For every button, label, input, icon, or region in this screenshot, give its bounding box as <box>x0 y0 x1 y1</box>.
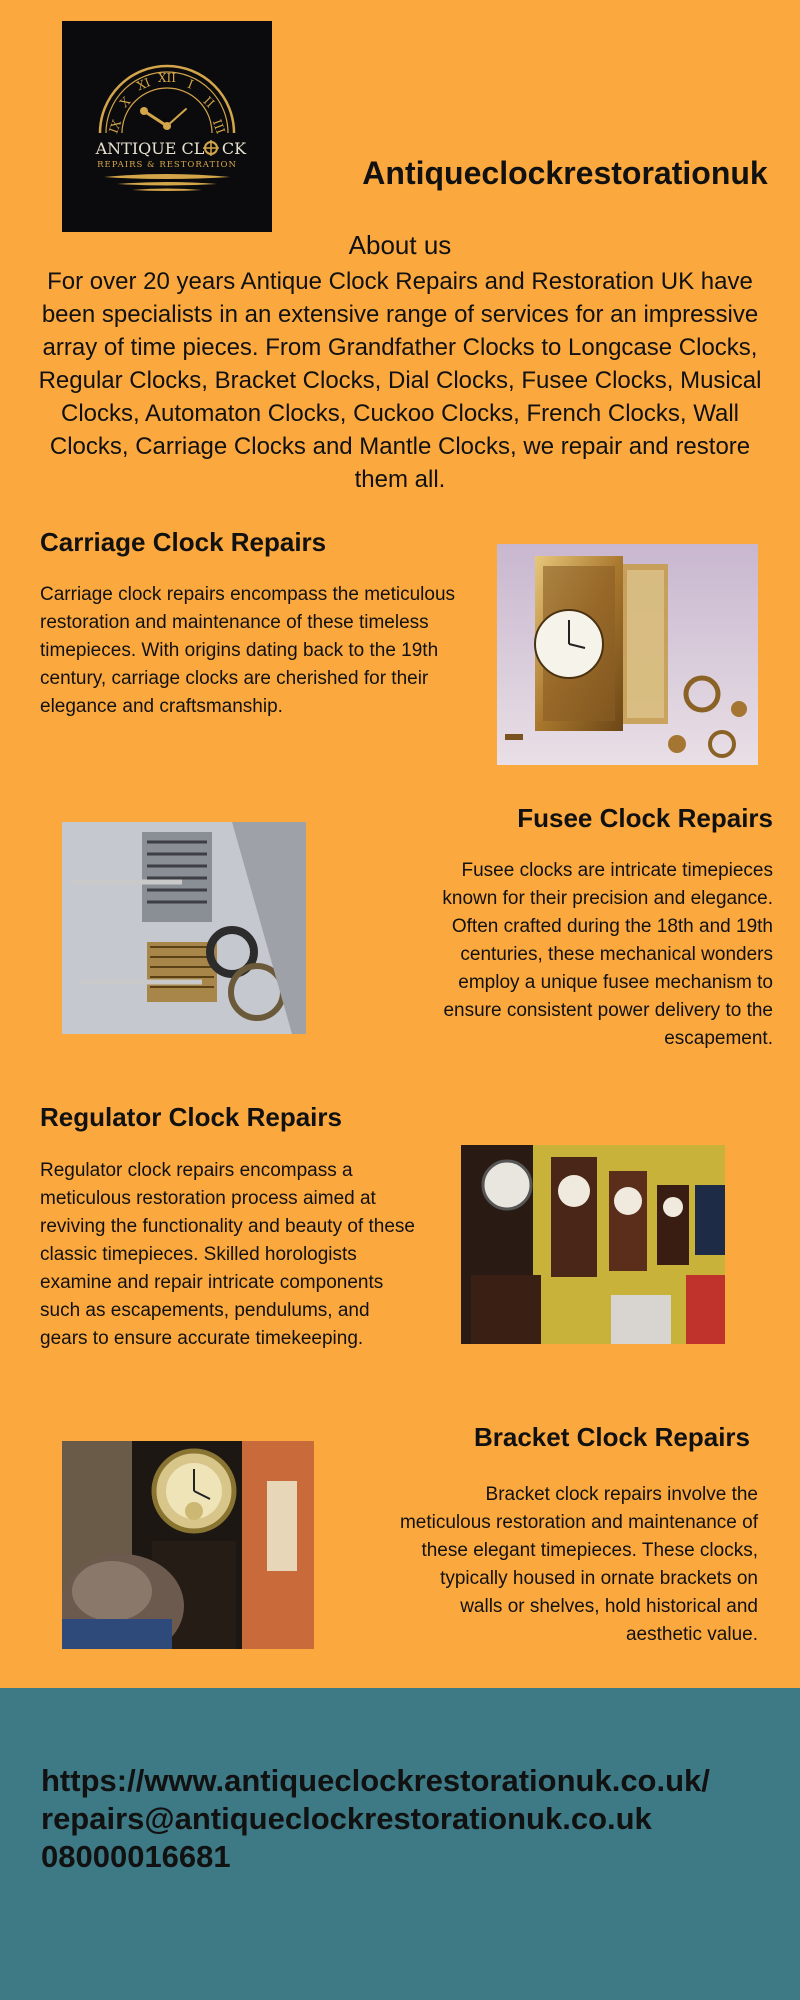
contact-footer <box>0 1688 800 2000</box>
carriage-clock-photo <box>497 544 758 765</box>
svg-text:X: X <box>117 94 134 111</box>
fusee-section-title: Fusee Clock Repairs <box>517 803 773 833</box>
svg-text:ANTIQUE CL: ANTIQUE CL <box>95 139 205 158</box>
regulator-section-text: Regulator clock repairs encompass a meticulous restoration process aimed at reviving the functionality and beauty of these classic timepieces. Skilled horologists examine and repair intricate components such as escapements, pendulums, and gears to ensure accurate timekeeping. <box>40 1160 415 1349</box>
carriage-section-text: Carriage clock repairs encompass the meticulous restoration and maintenance of these timeless timepieces. With origins dating back to the 19th century, carriage clocks are cherished for their elegance and craftsmanship. <box>40 584 456 717</box>
svg-text:IX: IX <box>106 117 125 136</box>
svg-text:III: III <box>209 117 228 136</box>
fusee-clock-photo <box>62 822 306 1034</box>
fusee-section-text: Fusee clocks are intricate timepieces known for their precision and elegance. Often crafted during the 18th and 19th centuries, these mechanical wonders employ a unique fusee mechanism to ensure consistent power delivery to the escapement. <box>442 860 773 1049</box>
bracket-section-text: Bracket clock repairs involve the meticulous restoration and maintenance of these elegant timepieces. These clocks, typically housed in ornate brackets on walls or shelves, hold historical and aesthetic value. <box>399 1484 758 1645</box>
svg-text:II: II <box>200 93 218 111</box>
svg-text:XII: XII <box>157 71 177 85</box>
clock-logo-icon <box>62 21 272 232</box>
phone-number[interactable]: 08000016681 <box>41 1839 231 1874</box>
regulator-clocks-photo <box>461 1145 725 1344</box>
svg-text:XI: XI <box>134 75 153 94</box>
bracket-section-title: Bracket Clock Repairs <box>473 1422 750 1452</box>
svg-text:I: I <box>185 76 196 92</box>
carriage-section-title: Carriage Clock Repairs <box>40 527 327 557</box>
regulator-section-title: Regulator Clock Repairs <box>40 1102 342 1132</box>
about-heading: About us <box>348 230 452 260</box>
svg-text:CK: CK <box>221 139 247 158</box>
website-link[interactable]: https://www.antiqueclockrestorationuk.co.uk/ <box>41 1763 710 1798</box>
brand-logo <box>62 21 272 232</box>
email-link[interactable]: repairs@antiqueclockrestorationuk.co.uk <box>41 1801 652 1836</box>
bracket-clock-photo <box>62 1441 314 1649</box>
about-text: For over 20 years Antique Clock Repairs and Restoration UK have been specialists in an extensive range of services for an impressive array of time pieces. From Grandfather Clocks to Longcase Clocks, Regular Clocks, Bracket Clocks, Dial Clocks, Fusee Clocks, Musical Clocks, Automaton Clocks, Cuckoo Clocks, French Clocks, Wall Clocks, Carriage Clocks and Mantle Clocks, we repair and restore them all. <box>38 268 762 493</box>
site-title: Antiqueclockrestorationuk <box>362 155 768 191</box>
svg-text:REPAIRS & RESTORATION: REPAIRS & RESTORATION <box>97 160 237 170</box>
